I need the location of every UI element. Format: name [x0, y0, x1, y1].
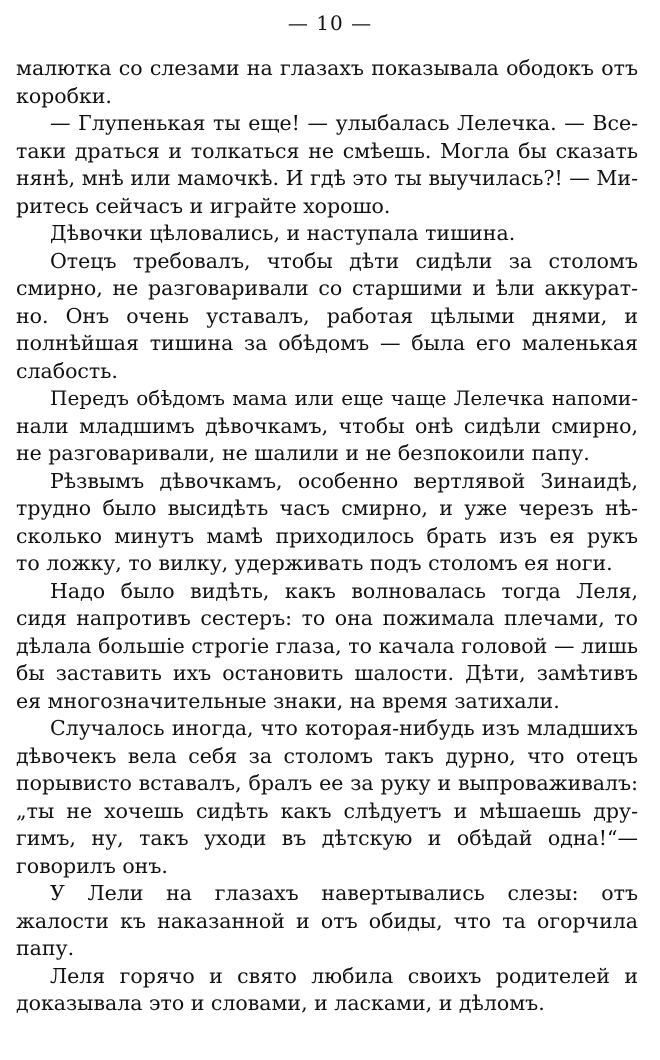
page-number: — 10 —: [287, 11, 373, 35]
text-line: Надо было видѣть, какъ волновалась тогда Леля,: [50, 578, 638, 603]
paragraph: [16, 55, 638, 110]
paragraph: [16, 468, 638, 578]
text-line: говорилъ онъ.: [16, 853, 168, 878]
text-line: слабость.: [16, 358, 118, 383]
text-line: сколько минутъ мамѣ приходилось брать изъ ея рукъ: [16, 523, 638, 548]
text-line: нянѣ, мнѣ или мамочкѣ. И гдѣ это ты выучилась?! — Ми-: [16, 166, 638, 190]
text-line: Рѣзвымъ дѣвочкамъ, особенно вертлявой Зинаидѣ,: [50, 468, 638, 493]
text-line: но. Онъ очень уставалъ, работая цѣлыми днями, и: [16, 303, 638, 328]
text-line: смирно, не разговаривали со старшими и ѣли аккурат-: [16, 276, 638, 300]
text-line: Леля горячо и свято любила своихъ родителей и: [50, 963, 638, 988]
text-line: Случалось иногда, что которая-нибудь изъ младшихъ: [50, 716, 638, 740]
text-line: бы заставить ихъ остановить шалости. Дѣти, замѣтивъ: [16, 661, 638, 685]
paragraph: [16, 110, 638, 220]
text-line: „ты не хочешь сидѣть какъ слѣдуетъ и мѣшаешь дру-: [16, 798, 638, 823]
text-line: таки драться и толкаться не смѣешь. Могла бы сказать: [16, 138, 638, 163]
paragraph: [16, 385, 638, 468]
text-line: полнѣйшая тишина за обѣдомъ — была его маленькая: [16, 331, 638, 355]
text-line: гимъ, ну, такъ уходи въ дѣтскую и обѣдай одна!“—: [16, 826, 638, 850]
text-line: ритесь сейчасъ и играйте хорошо.: [16, 193, 391, 218]
text-line: У Лели на глазахъ навертывались слезы: отъ: [50, 881, 638, 905]
text-line: малютка со слезами на глазахъ показывала ободокъ отъ: [16, 56, 638, 80]
text-line: дѣлала большіе строгіе глаза, то качала головой — лишь: [16, 633, 638, 658]
text-line: Отецъ требовалъ, чтобы дѣти сидѣли за столомъ: [50, 248, 638, 273]
text-line: жалости къ наказанной и отъ обиды, что та огорчила: [16, 908, 638, 933]
paragraph: [16, 880, 638, 963]
paragraph: [16, 220, 638, 248]
text-line: нали младшимъ дѣвочкамъ, чтобы онѣ сидѣли смирно,: [16, 413, 638, 438]
paragraph: [16, 248, 638, 386]
text-line: Дѣвочки цѣловались, и наступала тишина.: [50, 221, 516, 245]
text-line: папу.: [16, 936, 75, 960]
text-line: ея многозначительные знаки, на время затихали.: [16, 688, 560, 713]
text-line: трудно было высидѣть часъ смирно, и уже черезъ нѣ-: [16, 496, 638, 520]
paragraph: [16, 578, 638, 716]
text-line: порывисто вставалъ, бралъ ее за руку и выпроваживалъ:: [16, 771, 638, 795]
text-line: — Глупенькая ты еще! — улыбалась Лелечка. — Все-: [50, 111, 638, 135]
text-line: то ложку, то вилку, удерживать подъ столомъ ея ноги.: [16, 551, 613, 575]
text-line: доказывала это и словами, и ласками, и дѣломъ.: [16, 991, 545, 1015]
text-line: сидя напротивъ сестеръ: то она пожимала плечами, то: [16, 606, 638, 630]
text-line: не разговаривали, не шалили и не безпокоили папу.: [16, 441, 590, 465]
text-line: Передъ обѣдомъ мама или еще чаще Лелечка напоми-: [50, 386, 638, 410]
body-text: [16, 55, 638, 1018]
text-line: дѣвочекъ вела себя за столомъ такъ дурно, что отецъ: [16, 743, 638, 768]
paragraph: [16, 963, 638, 1018]
text-line: коробки.: [16, 83, 112, 108]
paragraph: [16, 715, 638, 880]
